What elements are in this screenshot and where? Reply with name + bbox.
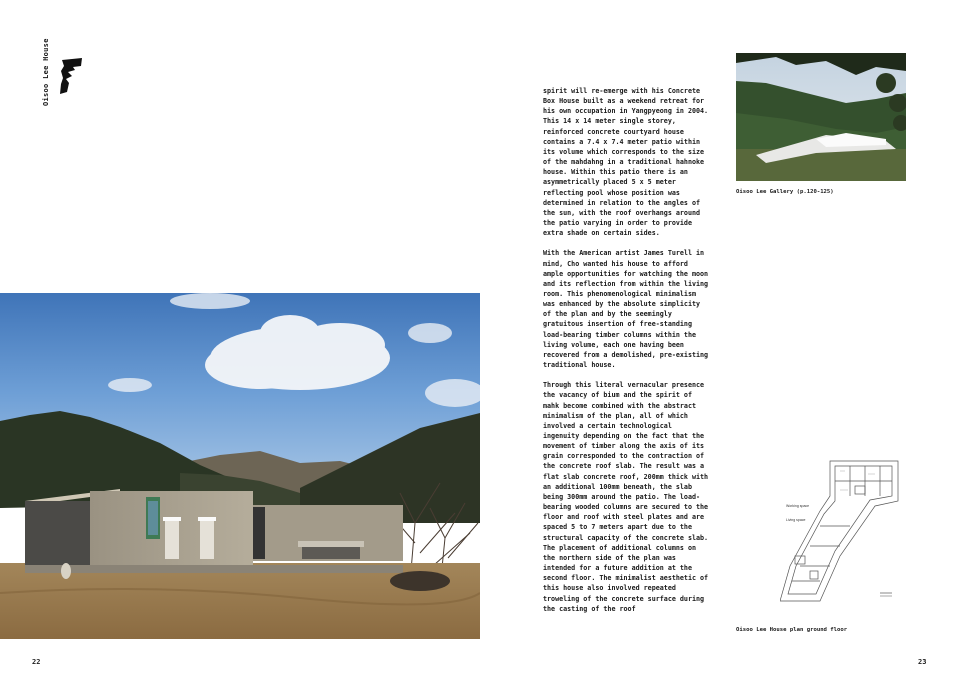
page-number-right: 23 xyxy=(918,658,927,666)
plan-caption: Oisoo Lee House plan ground floor xyxy=(736,627,848,633)
plan-label-living: Living space xyxy=(786,518,806,522)
gallery-photo xyxy=(736,53,906,181)
running-title xyxy=(30,38,50,110)
house-exterior-photo xyxy=(0,293,480,639)
gallery-caption: Oisoo Lee Gallery (p.120-125) xyxy=(736,189,834,195)
page-number-left: 22 xyxy=(32,658,41,666)
running-title-text: Oisoo Lee House xyxy=(42,38,50,106)
body-paragraph: With the American artist James Turell in mind, Cho wanted his house to afford ample opportunities for watching the moon and its reflection from within the living room. This phenomenological minimalism was enhanced by the absolute simplicity of the plan and by the seemingly gratuitous insertion of free-standing load-bearing timber columns within the living volume, each one having been recovered from a demolished, pre-existing traditional house. xyxy=(543,249,709,370)
plan-label-working: Working space xyxy=(786,504,810,508)
body-text-column xyxy=(543,86,711,624)
body-paragraph: spirit will re-emerge with his Concrete Box House built as a weekend retreat for his own occupation in Yangpyeong in 2004. This 14 x 14 meter single storey, reinforced concrete courtyard house contains a 7.4 x 7.4 meter patio within its volume which corresponds to the size of the mahdahng in a traditional hahnoke house. Within this patio there is an asymmetrically placed 5 x 5 meter reflecting pool whose position was determined in relation to the angles of the sun, with the roof overhangs around the patio varying in order to provide extra shade on certain sides. xyxy=(543,87,709,238)
body-paragraph: Through this literal vernacular presence the vacancy of bium and the spirit of mahk become combined with the abstract minimalism of the plan, all of which involved a certain technological ingenuity depending on the fact that the movement of timber along the axis of its grain corresponded to the contraction of the concrete roof slab. The result was a flat slab concrete roof, 200mm thick with an additional 100mm beneath, the slab being 300mm around the patio. The load-bearing wooded columns are secured to the floor and roof with steel plates and are spaced 5 to 7 meters apart due to the structural capacity of the concrete slab. The placement of additional columns on the northern side of the plan was intended for a future addition at the second floor. The minimalist aesthetic of this house also involved repeated troweling of the concrete surface during the casting of the roof xyxy=(543,381,709,613)
floor-plan-drawing xyxy=(780,456,900,606)
logo-mark xyxy=(60,58,86,98)
